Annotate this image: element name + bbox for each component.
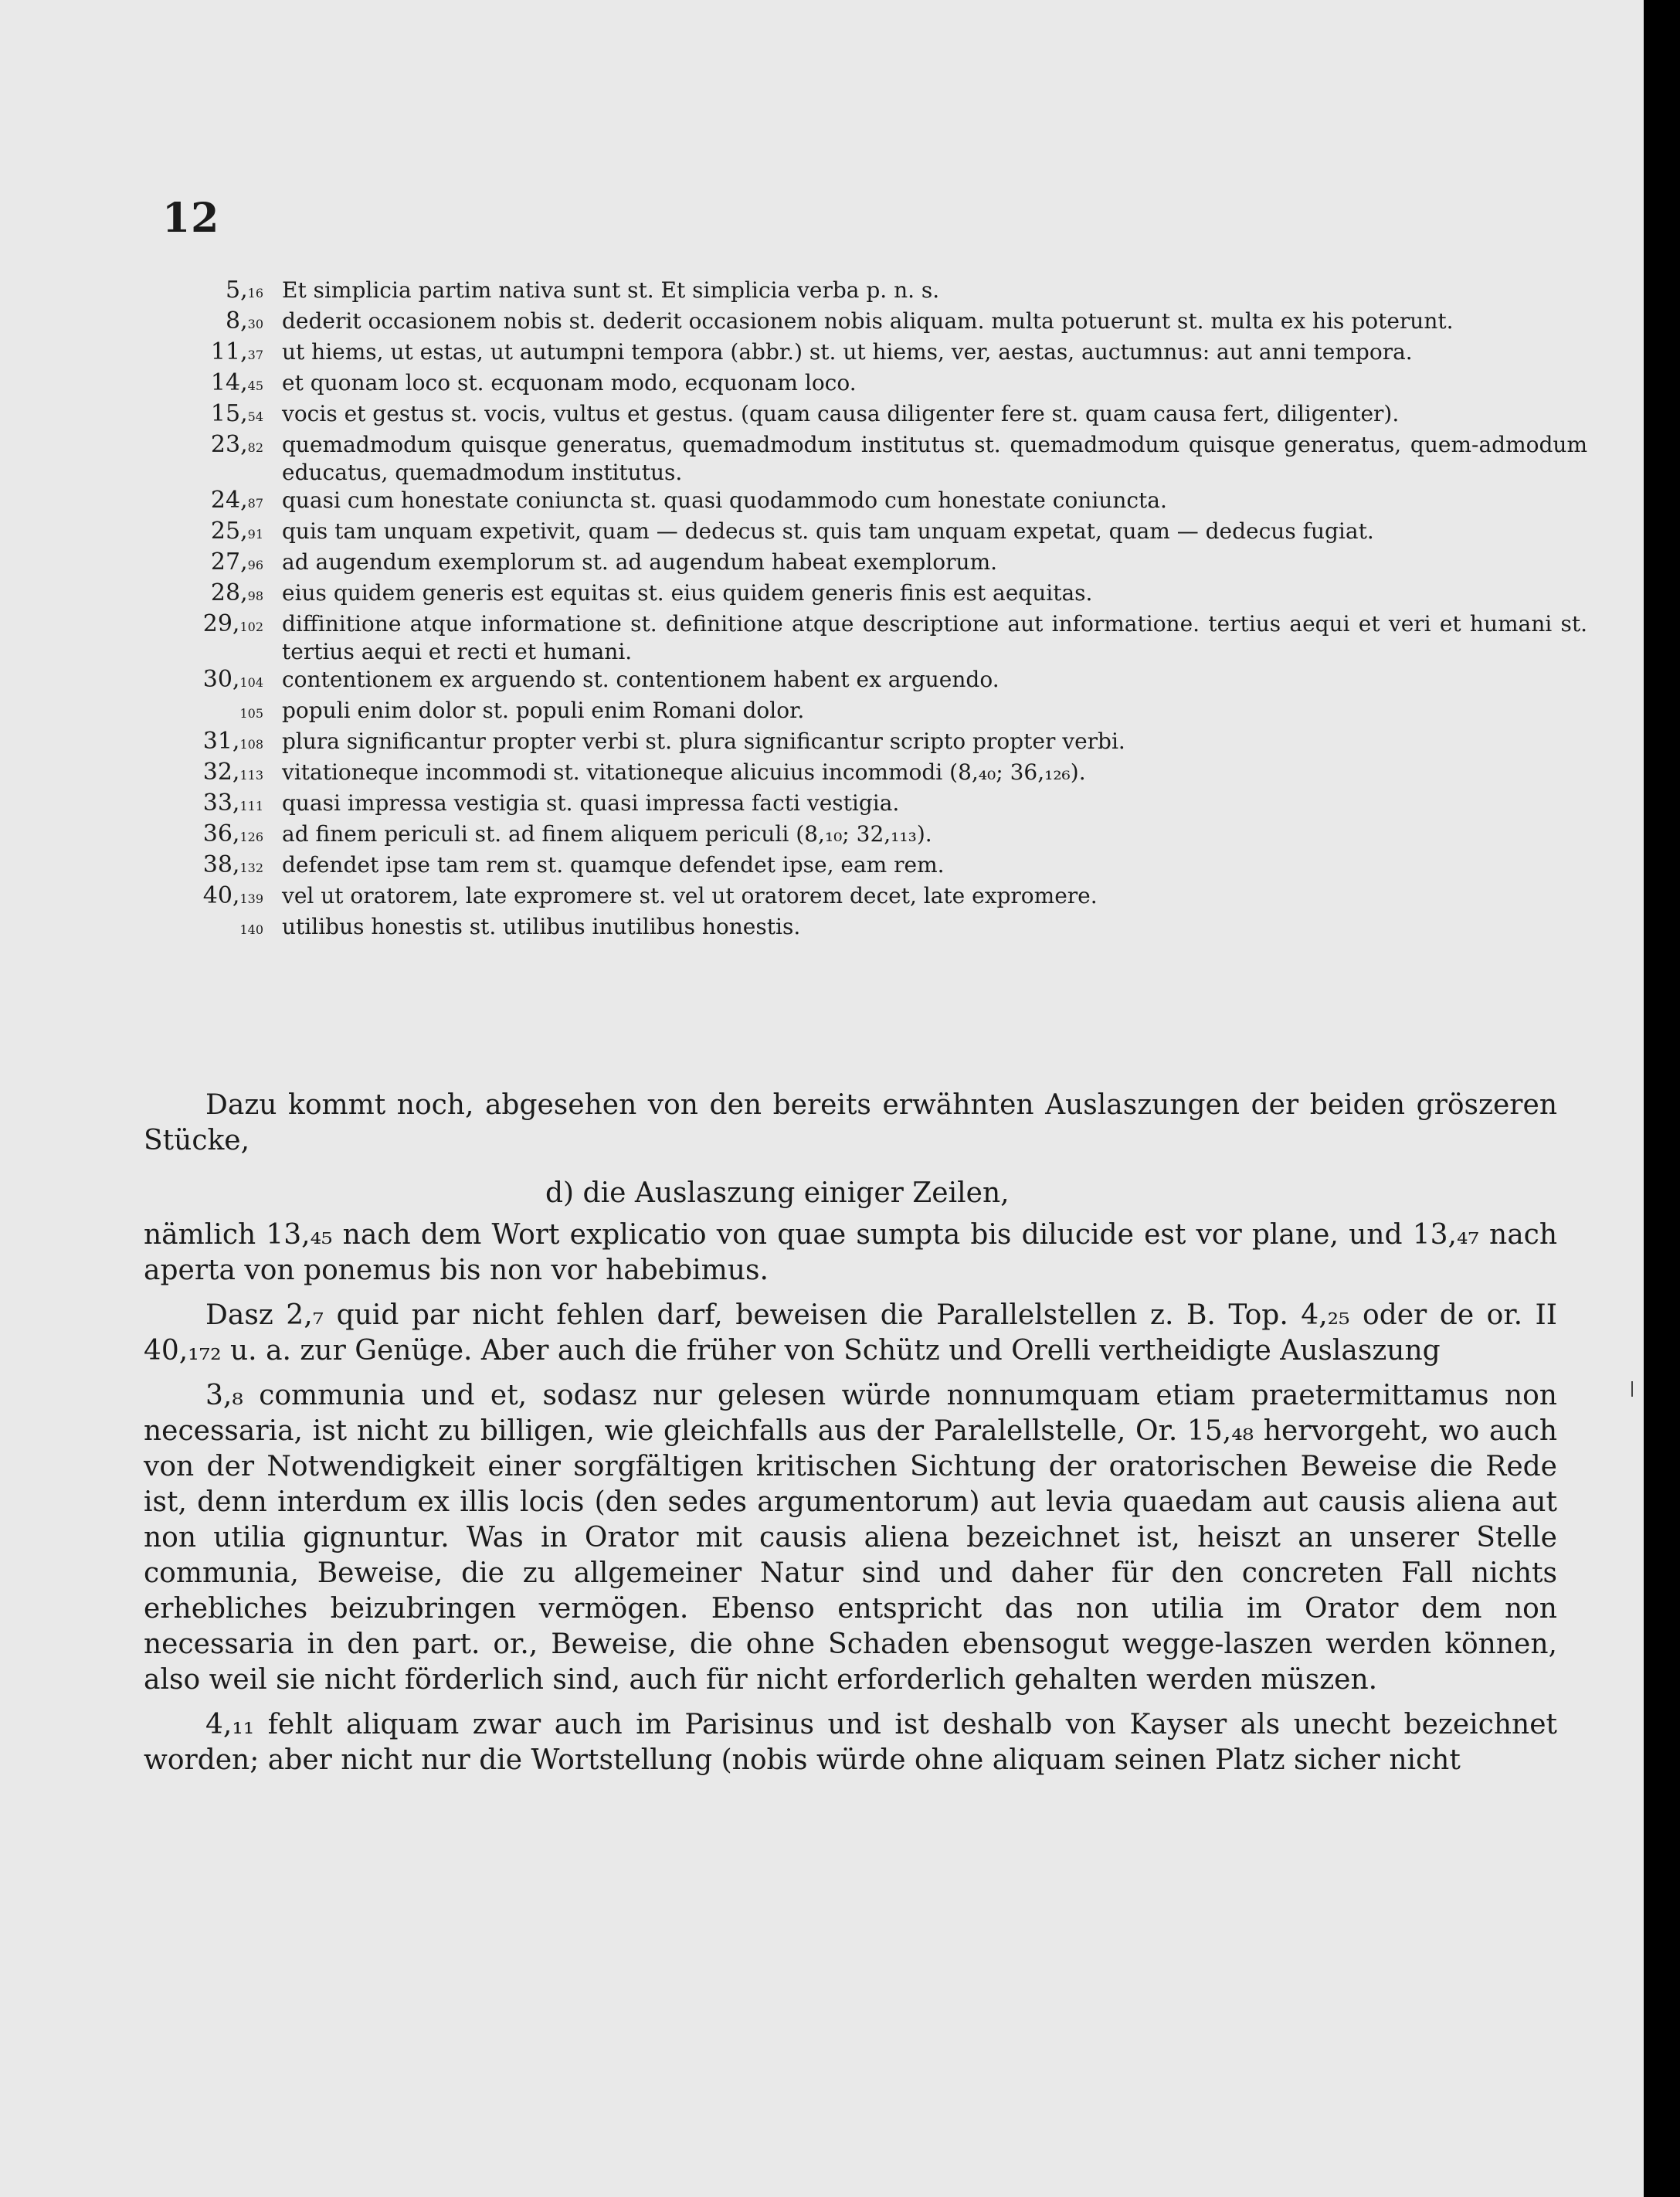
variant-ref-chapter: 25, (210, 518, 248, 545)
variant-ref-line: 132 (239, 861, 263, 875)
variant-text: plura significantur propter verbi st. plura significantur scripto propter verbi. (282, 728, 1125, 754)
variant-ref-line: 111 (239, 799, 263, 813)
variant-ref-line: 16 (247, 286, 263, 301)
variant-ref-chapter: 14, (210, 369, 248, 396)
variant-readings-list (174, 277, 1587, 944)
variant-text: defendet ipse tam rem st. quamque defendet ipse, eam rem. (282, 852, 945, 878)
variant-ref (174, 338, 282, 369)
variant-ref-chapter: 5, (226, 277, 248, 304)
variant-row (174, 487, 1587, 518)
variant-row (174, 666, 1587, 697)
variant-text: Et simplicia partim nativa sunt st. Et simplicia verba p. n. s. (282, 277, 940, 303)
variant-row (174, 851, 1587, 882)
variant-ref (174, 913, 282, 944)
variant-row (174, 277, 1587, 307)
variant-ref-chapter: 23, (210, 431, 248, 458)
variant-row (174, 518, 1587, 548)
variant-text: ut hiems, ut estas, ut autumpni tempora (abbr.) st. ut hiems, ver, aestas, auctumnus: aut anni tempora. (282, 339, 1413, 365)
variant-ref-line: 96 (247, 558, 263, 572)
variant-ref (174, 518, 282, 548)
variant-text: dederit occasionem nobis st. dederit occasionem nobis aliquam. multa potuerunt st. multa ex his poterunt. (282, 308, 1454, 334)
variant-ref (174, 820, 282, 851)
variant-row (174, 548, 1587, 579)
body-paragraph: Dazu kommt noch, abgesehen von den bereits erwähnten Auslaszungen der beiden gröszeren Stücke, (144, 1089, 1557, 1156)
variant-ref-line: 91 (247, 527, 263, 542)
section-heading: d) die Auslaszung einiger Zeilen, (545, 1177, 1010, 1209)
variant-text: diffinitione atque informatione st. definitione atque descriptione aut informatione. tertius aequi et veri et humani st. tertius aequi et recti et humani. (282, 611, 1587, 664)
variant-ref-line: 126 (239, 830, 263, 844)
variant-row (174, 579, 1587, 610)
variant-text: populi enim dolor st. populi enim Romani dolor. (282, 698, 805, 723)
variant-row (174, 307, 1587, 338)
variant-ref (174, 307, 282, 338)
variant-ref-chapter: 38, (202, 851, 240, 878)
variant-ref (174, 882, 282, 913)
variant-text: vitationeque incommodi st. vitationeque alicuius incommodi (8,₄₀; 36,₁₂₆). (282, 759, 1086, 785)
variant-text: eius quidem generis est equitas st. eius quidem generis finis est aequitas. (282, 580, 1093, 606)
variant-row (174, 820, 1587, 851)
variant-ref (174, 579, 282, 610)
variant-ref-line: 30 (247, 317, 263, 331)
variant-text: contentionem ex arguendo st. contentionem habent ex arguendo. (282, 667, 1000, 692)
variant-row (174, 882, 1587, 913)
variant-text: ad augendum exemplorum st. ad augendum habeat exemplorum. (282, 549, 998, 575)
variant-text: et quonam loco st. ecquonam modo, ecquonam loco. (282, 370, 857, 396)
variant-row (174, 759, 1587, 789)
variant-ref-line: 113 (239, 768, 263, 783)
variant-text: vel ut oratorem, late expromere st. vel ut oratorem decet, late expromere. (282, 883, 1098, 908)
variant-row (174, 789, 1587, 820)
variant-ref-line: 87 (247, 496, 263, 511)
variant-ref-line: 98 (247, 589, 263, 603)
variant-row (174, 610, 1587, 666)
variant-ref (174, 548, 282, 579)
variant-ref-chapter: 36, (202, 820, 240, 847)
variant-ref-line: 82 (247, 440, 263, 455)
body-paragraph: Dasz 2,₇ quid par nicht fehlen darf, beweisen die Parallelstellen z. B. Top. 4,₂₅ oder de or. II 40,₁₇₂ u. a. zur Genüge. Aber auch die früher von Schütz und Orelli vertheidigte Auslaszung (144, 1299, 1557, 1367)
variant-row (174, 400, 1587, 431)
variant-row (174, 697, 1587, 728)
variant-row (174, 913, 1587, 944)
page-number: 12 (162, 195, 220, 242)
variant-ref-chapter: 15, (210, 400, 248, 427)
variant-ref-chapter: 28, (210, 579, 248, 606)
variant-row (174, 431, 1587, 487)
variant-ref-line: 45 (247, 379, 263, 393)
variant-ref (174, 487, 282, 518)
variant-ref-chapter: 32, (202, 759, 240, 786)
variant-ref (174, 789, 282, 820)
body-paragraph: 4,₁₁ fehlt aliquam zwar auch im Parisinus und ist deshalb von Kayser als unecht bezeichnet worden; aber nicht nur die Wortstellung (nobis würde ohne aliquam seinen Platz sicher nicht (144, 1709, 1557, 1776)
variant-text: vocis et gestus st. vocis, vultus et gestus. (quam causa diligenter fere st. quam causa fert, diligenter). (282, 401, 1400, 426)
variant-row (174, 338, 1587, 369)
variant-text: ad finem periculi st. ad finem aliquem periculi (8,₁₀; 32,₁₁₃). (282, 821, 932, 847)
variant-ref-line: 105 (239, 706, 263, 721)
variant-ref-line: 139 (239, 891, 263, 906)
variant-ref-line: 102 (239, 620, 263, 634)
variant-ref-line: 104 (239, 675, 263, 690)
variant-ref (174, 851, 282, 882)
variant-ref-chapter: 30, (202, 666, 240, 693)
variant-ref (174, 610, 282, 641)
variant-ref-line: 54 (247, 409, 263, 424)
variant-ref (174, 431, 282, 462)
variant-ref (174, 697, 282, 728)
variant-ref-chapter: 33, (202, 789, 240, 817)
variant-text: quemadmodum quisque generatus, quemadmodum institutus st. quemadmodum quisque generatus, quem-admodum educatus, quemadmodum institutus. (282, 432, 1587, 485)
variant-ref (174, 400, 282, 431)
variant-text: quis tam unquam expetivit, quam — dedecus st. quis tam unquam expetat, quam — dedecus fugiat. (282, 518, 1374, 544)
variant-ref-chapter: 8, (226, 307, 248, 334)
variant-text: quasi impressa vestigia st. quasi impressa facti vestigia. (282, 790, 900, 816)
variant-ref (174, 759, 282, 789)
variant-ref-chapter: 11, (210, 338, 248, 365)
variant-ref-chapter: 27, (210, 548, 248, 576)
variant-ref (174, 666, 282, 697)
variant-ref-chapter: 24, (210, 487, 248, 514)
body-paragraph: 3,₈ communia und et, sodasz nur gelesen würde nonnumquam etiam praetermittamus non necessaria, ist nicht zu billigen, wie gleichfalls aus der Paralellstelle, Or. 15,₄₈ hervorgeht, wo auch von der Notwendigkeit einer sorgfältigen kritischen Sichtung der oratorischen Beweise die Rede ist, denn interdum ex illis locis (den sedes argumentorum) aut levia quaedam aut causis aliena aut non utilia gignuntur. Was in Orator mit causis aliena bezeichnet ist, heiszt an unserer Stelle communia, Beweise, die zu allgemeiner Natur sind und daher für den concreten Fall nichts erhebliches beizubringen vermögen. Ebenso entspricht das non utilia im Orator dem non necessaria in den part. or., Beweise, die ohne Schaden ebensogut wegge-laszen werden können, also weil sie nicht förderlich sind, auch für nicht erforderlich gehalten werden müszen. (144, 1380, 1557, 1696)
variant-row (174, 369, 1587, 400)
variant-ref (174, 369, 282, 400)
variant-ref-line: 108 (239, 737, 263, 752)
variant-text: quasi cum honestate coniuncta st. quasi quodammodo cum honestate coniuncta. (282, 487, 1167, 513)
variant-ref (174, 277, 282, 307)
variant-ref (174, 728, 282, 759)
main-text (144, 1088, 1557, 1788)
margin-mark (1631, 1381, 1633, 1397)
variant-ref-line: 37 (247, 348, 263, 362)
body-paragraph: nämlich 13,₄₅ nach dem Wort explicatio von quae sumpta bis dilucide est vor plane, und 13,₄₇ nach aperta von ponemus bis non vor habebimus. (144, 1219, 1557, 1286)
variant-ref-line: 140 (239, 922, 263, 937)
variant-row (174, 728, 1587, 759)
variant-text: utilibus honestis st. utilibus inutilibus honestis. (282, 914, 801, 939)
variant-ref-chapter: 29, (202, 610, 240, 637)
variant-ref-chapter: 40, (202, 882, 240, 909)
variant-ref-chapter: 31, (202, 728, 240, 755)
